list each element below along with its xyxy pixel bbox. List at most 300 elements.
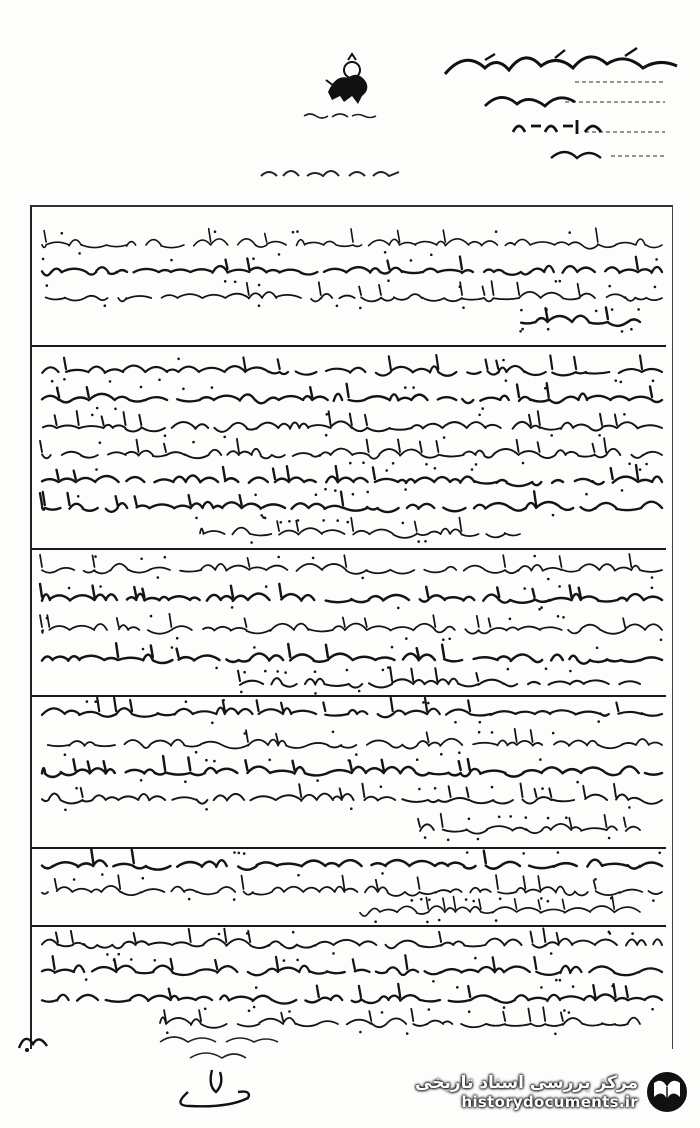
diacritic-dot [268, 759, 271, 762]
diacritic-dot [495, 919, 498, 922]
diacritic-dot [94, 700, 97, 703]
diacritic-dot [188, 898, 191, 901]
diacritic-dot [258, 284, 261, 287]
diacritic-dot [99, 441, 102, 444]
diacritic-dot [609, 932, 612, 935]
diacritic-dot [658, 852, 661, 855]
handwritten-line [48, 729, 662, 749]
diacritic-dot [252, 257, 255, 260]
diacritic-dot [195, 517, 198, 520]
diacritic-dot [326, 413, 329, 416]
diacritic-dot [547, 817, 550, 820]
diacritic-dot [481, 407, 484, 410]
handwritten-line [42, 756, 662, 777]
diacritic-dot [547, 328, 550, 331]
diacritic-dot [334, 489, 337, 492]
diacritic-dot [214, 230, 217, 233]
diacritic-dot [359, 307, 362, 310]
diacritic-dot [95, 468, 98, 471]
diacritic-dot [384, 251, 387, 254]
diacritic-dot [205, 759, 208, 762]
diacritic-dot [509, 618, 512, 621]
diacritic-dot [443, 436, 446, 439]
diacritic-dot [525, 816, 528, 819]
diacritic-dot [554, 1033, 557, 1036]
diacritic-dot [284, 671, 287, 674]
diacritic-dot [410, 899, 413, 902]
diacritic-dot [204, 1008, 207, 1011]
diacritic-dot [412, 386, 415, 389]
diacritic-dot [468, 818, 471, 821]
diacritic-dot [154, 959, 157, 962]
diacritic-dot [362, 461, 365, 464]
diacritic-dot [140, 558, 143, 561]
diacritic-dot [495, 230, 498, 233]
diacritic-dot [382, 669, 385, 672]
signature-mark [168, 1062, 258, 1110]
diacritic-dot [465, 898, 468, 901]
diacritic-dot [192, 441, 195, 444]
diacritic-dot [459, 285, 462, 288]
diacritic-dot [547, 900, 550, 903]
diacritic-dot [405, 637, 408, 640]
diacritic-dot [63, 378, 66, 381]
handwritten-line [40, 614, 662, 634]
diacritic-dot [264, 517, 267, 520]
handwritten-line [42, 465, 662, 486]
diacritic-dot [565, 816, 568, 819]
diacritic-dot [176, 637, 179, 640]
diacritic-dot [539, 758, 542, 761]
diacritic-dot [374, 920, 377, 923]
diacritic-dot [288, 1010, 291, 1013]
diacritic-dot [598, 434, 601, 437]
diacritic-dot [428, 899, 431, 902]
diacritic-dot [417, 540, 420, 543]
handwritten-line [43, 411, 662, 432]
diacritic-dot [104, 304, 107, 307]
diacritic-dot [563, 1009, 566, 1012]
watermark-text [415, 1073, 638, 1111]
diacritic-dot [610, 897, 613, 900]
diacritic-dot [478, 414, 481, 417]
diacritic-dot [623, 413, 626, 416]
diacritic-dot [315, 493, 318, 496]
diacritic-dot [170, 259, 173, 262]
handwritten-line [40, 554, 662, 574]
diacritic-dot [558, 585, 561, 588]
diacritic-dot [292, 231, 295, 234]
diacritic-dot [425, 463, 428, 466]
diacritic-dot [472, 900, 475, 903]
diacritic-dot [442, 638, 445, 641]
diacritic-dot [430, 254, 433, 257]
diacritic-dot [397, 607, 400, 610]
diacritic-dot [410, 259, 413, 262]
diacritic-dot [366, 491, 369, 494]
diacritic-dot [140, 779, 143, 782]
diacritic-dot [615, 379, 618, 382]
diacritic-dot [652, 899, 655, 902]
diacritic-dot [434, 787, 437, 790]
diacritic-dot [540, 897, 543, 900]
handwritten-line [40, 584, 662, 603]
diacritic-dot [597, 720, 600, 723]
diacritic-dot [224, 280, 227, 283]
diacritic-dot [547, 578, 550, 581]
diacritic-dot [292, 931, 295, 934]
diacritic-dot [91, 414, 94, 417]
diacritic-dot [503, 1006, 506, 1009]
diacritic-dot [158, 379, 161, 382]
signature-label [150, 1030, 290, 1066]
handwritten-line [238, 667, 640, 687]
diacritic-dot [628, 806, 631, 809]
diacritic-dot [424, 836, 427, 839]
diacritic-dot [243, 671, 246, 674]
margin-signature [15, 1028, 51, 1056]
diacritic-dot [234, 281, 237, 284]
diacritic-dot [545, 667, 548, 670]
diacritic-dot [654, 286, 657, 289]
diacritic-dot [332, 731, 335, 734]
diacritic-dot [651, 576, 654, 579]
diacritic-dot [568, 231, 571, 234]
diacritic-dot [621, 330, 624, 333]
diacritic-dot [474, 957, 477, 960]
diacritic-dot [477, 838, 480, 841]
diacritic-dot [660, 639, 663, 642]
diacritic-dot [130, 958, 133, 961]
diacritic-dot [427, 702, 430, 705]
diacritic-dot [243, 852, 246, 855]
diacritic-dot [550, 434, 553, 437]
diacritic-dot [540, 986, 543, 989]
diacritic-dot [316, 779, 319, 782]
diacritic-dot [164, 434, 167, 437]
diacritic-dot [231, 606, 234, 609]
diacritic-dot [447, 839, 450, 842]
diacritic-dot [468, 1010, 471, 1013]
diacritic-dot [519, 330, 522, 333]
diacritic-dot [608, 285, 611, 288]
handwritten-line [42, 698, 662, 718]
diacritic-dot [385, 469, 388, 472]
diacritic-dot [184, 780, 187, 783]
diacritic-dot [101, 873, 104, 876]
diacritic-dot [440, 753, 443, 756]
diacritic-dot [545, 308, 548, 311]
handwritten-line [42, 955, 662, 975]
diacritic-dot [381, 1011, 384, 1014]
diacritic-dot [283, 959, 286, 962]
diacritic-dot [585, 493, 588, 496]
handwritten-line [42, 643, 662, 663]
diacritic-dot [538, 608, 541, 611]
diacritic-dot [215, 667, 218, 670]
diacritic-dot [651, 587, 654, 590]
diacritic-dot [520, 309, 523, 312]
diacritic-dot [559, 280, 562, 283]
diacritic-dot [387, 279, 390, 282]
diacritic-dot [611, 308, 614, 311]
diacritic-dot [550, 952, 553, 955]
diacritic-dot [322, 519, 325, 522]
diacritic-dot [428, 1008, 431, 1011]
diacritic-dot [628, 463, 631, 466]
diacritic-dot [324, 488, 327, 491]
diacritic-dot [106, 953, 109, 956]
handwritten-line [42, 257, 662, 276]
diacritic-dot [64, 753, 67, 756]
watermark-title: مرکز بررسی اسناد تاریخی [415, 1073, 638, 1093]
diacritic-dot [639, 468, 642, 471]
diacritic-dot [391, 646, 394, 649]
diacritic-dot [51, 380, 54, 383]
diacritic-dot [213, 760, 216, 763]
diacritic-dot [454, 721, 457, 724]
diacritic-dot [314, 670, 317, 673]
diacritic-dot [96, 407, 99, 410]
handwritten-line [42, 984, 662, 1004]
diacritic-dot [522, 852, 525, 855]
diacritic-dot [352, 493, 355, 496]
diacritic-dot [458, 751, 461, 754]
diacritic-dot [314, 692, 317, 695]
diacritic-dot [142, 877, 145, 880]
diacritic-dot [381, 872, 384, 875]
diacritic-dot [594, 878, 597, 881]
diacritic-dot [233, 851, 236, 854]
diacritic-dot [182, 388, 185, 391]
diacritic-dot [73, 878, 76, 881]
watermark [410, 1064, 690, 1120]
diacritic-dot [533, 555, 536, 558]
diacritic-dot [499, 897, 502, 900]
diacritic-dot [359, 1031, 362, 1034]
diacritic-dot [86, 700, 89, 703]
handwritten-line [160, 1007, 640, 1028]
diacritic-dot [438, 919, 441, 922]
diacritic-dot [78, 252, 81, 255]
handwritten-line [200, 518, 520, 538]
diacritic-dot [466, 851, 469, 854]
diacritic-dot [264, 670, 267, 673]
diacritic-dot [475, 463, 478, 466]
diacritic-dot [380, 785, 383, 788]
diacritic-dot [325, 434, 328, 437]
diacritic-dot [223, 436, 226, 439]
diacritic-dot [555, 979, 558, 982]
diacritic-dot [277, 556, 280, 559]
handwritten-line [42, 849, 662, 869]
diacritic-dot [288, 520, 291, 523]
diacritic-dot [258, 304, 261, 307]
diacritic-dot [552, 732, 555, 735]
diacritic-dot [278, 253, 281, 256]
diacritic-dot [350, 807, 353, 810]
diacritic-dot [491, 731, 494, 734]
diacritic-dot [509, 815, 512, 818]
diacritic-dot [505, 379, 508, 382]
diacritic-dot [233, 898, 236, 901]
diacritic-dot [544, 387, 547, 390]
diacritic-dot [596, 647, 599, 650]
diacritic-dot [265, 585, 268, 588]
diacritic-dot [56, 387, 59, 390]
open-book-logo-icon [644, 1069, 690, 1115]
diacritic-dot [637, 308, 640, 311]
diacritic-dot [253, 646, 256, 649]
diacritic-dot [611, 985, 614, 988]
diacritic-dot [595, 310, 598, 313]
diacritic-dot [552, 514, 555, 517]
diacritic-dot [434, 467, 437, 470]
diacritic-dot [296, 959, 299, 962]
diacritic-dot [491, 786, 494, 789]
diacritic-dot [218, 933, 221, 936]
handwritten-line [40, 491, 662, 512]
diacritic-dot [608, 837, 611, 840]
diacritic-dot [77, 495, 80, 498]
diacritic-dot [211, 722, 214, 725]
diacritic-dot [46, 617, 49, 620]
diacritic-dot [562, 616, 565, 619]
handwritten-line [42, 228, 662, 249]
watermark-url: historydocuments.ir [461, 1093, 638, 1111]
diacritic-dot [521, 328, 524, 331]
diacritic-dot [621, 489, 624, 492]
diacritic-dot [336, 305, 339, 308]
diacritic-dot [255, 986, 258, 989]
diacritic-dot [426, 921, 429, 924]
diacritic-dot [358, 690, 361, 693]
diacritic-dot [422, 701, 425, 704]
diacritic-dot [651, 1008, 654, 1011]
diacritic-dot [404, 386, 407, 389]
diacritic-dot [456, 986, 459, 989]
diacritic-dot [348, 759, 351, 762]
diacritic-dot [99, 585, 102, 588]
handwritten-line [418, 814, 640, 834]
diacritic-dot [244, 732, 247, 735]
diacritic-dot [157, 576, 160, 579]
diacritic-dot [420, 898, 423, 901]
diacritic-dot [478, 731, 481, 734]
diacritic-dot [185, 700, 188, 703]
diacritic-dot [248, 1010, 251, 1013]
diacritic-dot [569, 670, 572, 673]
diacritic-dot [195, 751, 198, 754]
diacritic-dot [355, 753, 358, 756]
diacritic-dot [402, 522, 405, 525]
diacritic-dot [568, 1011, 571, 1014]
diacritic-dot [336, 519, 339, 522]
diacritic-dot [555, 280, 558, 283]
diacritic-dot [432, 980, 435, 983]
diacritic-dot [406, 1032, 409, 1035]
diacritic-dot [361, 577, 364, 580]
diacritic-dot [254, 494, 257, 497]
diacritic-dot [150, 615, 153, 618]
diacritic-dot [297, 519, 300, 522]
handwritten-line [40, 438, 662, 459]
diacritic-dot [349, 462, 352, 465]
handwritten-line [521, 307, 640, 325]
diacritic-dot [655, 258, 658, 261]
diacritic-dot [418, 788, 421, 791]
diacritic-dot [557, 615, 560, 618]
diacritic-dot [312, 557, 315, 560]
diacritic-dot [471, 468, 474, 471]
diacritic-dot [507, 668, 510, 671]
diacritic-dot [392, 462, 395, 465]
diacritic-dot [297, 874, 300, 877]
diacritic-dot [332, 952, 335, 955]
diacritic-dot [523, 587, 526, 590]
handwritten-line [42, 383, 662, 403]
diacritic-dot [117, 953, 120, 956]
diacritic-dot [246, 932, 249, 935]
diacritic-dot [404, 488, 407, 491]
diacritic-dot [42, 258, 45, 261]
diacritic-dot [177, 358, 180, 361]
diacritic-dot [448, 638, 451, 641]
diacritic-dot [276, 670, 279, 673]
handwritten-line [42, 355, 662, 376]
diacritic-dot [75, 787, 78, 790]
handwritten-line [42, 875, 662, 896]
diacritic-dot [211, 386, 214, 389]
diacritic-dot [85, 978, 88, 981]
handwritten-line [46, 281, 662, 301]
diacritic-dot [260, 514, 263, 517]
diacritic-dot [296, 230, 299, 233]
diacritic-dot [280, 521, 283, 524]
diacritic-dot [541, 787, 544, 790]
handwritten-line [42, 784, 662, 804]
diacritic-dot [540, 606, 543, 609]
diacritic-dot [572, 985, 575, 988]
diacritic-dot [114, 408, 117, 411]
diacritic-dot [46, 284, 49, 287]
diacritic-dot [253, 1006, 256, 1009]
diacritic-dot [113, 959, 116, 962]
diacritic-dot [140, 386, 143, 389]
handwritten-line [42, 928, 662, 948]
diacritic-dot [94, 555, 97, 558]
diacritic-dot [109, 380, 112, 383]
diacritic-dot [479, 721, 482, 724]
diacritic-dot [240, 691, 243, 694]
diacritic-dot [620, 381, 623, 384]
diacritic-dot [347, 521, 350, 524]
diacritic-dot [631, 932, 634, 935]
diacritic-dot [171, 646, 174, 649]
diacritic-dot [557, 851, 560, 854]
diacritic-dot [416, 758, 419, 761]
diacritic-dot [346, 669, 349, 672]
diacritic-dot [61, 232, 64, 235]
diacritic-dot [205, 808, 208, 811]
diacritic-dot [462, 306, 465, 309]
diacritic-dot [652, 380, 655, 383]
diacritic-dot [64, 809, 67, 812]
diacritic-dot [164, 556, 167, 559]
diacritic-dot [498, 816, 501, 819]
diacritic-dot [68, 587, 71, 590]
diacritic-dot [630, 328, 633, 331]
